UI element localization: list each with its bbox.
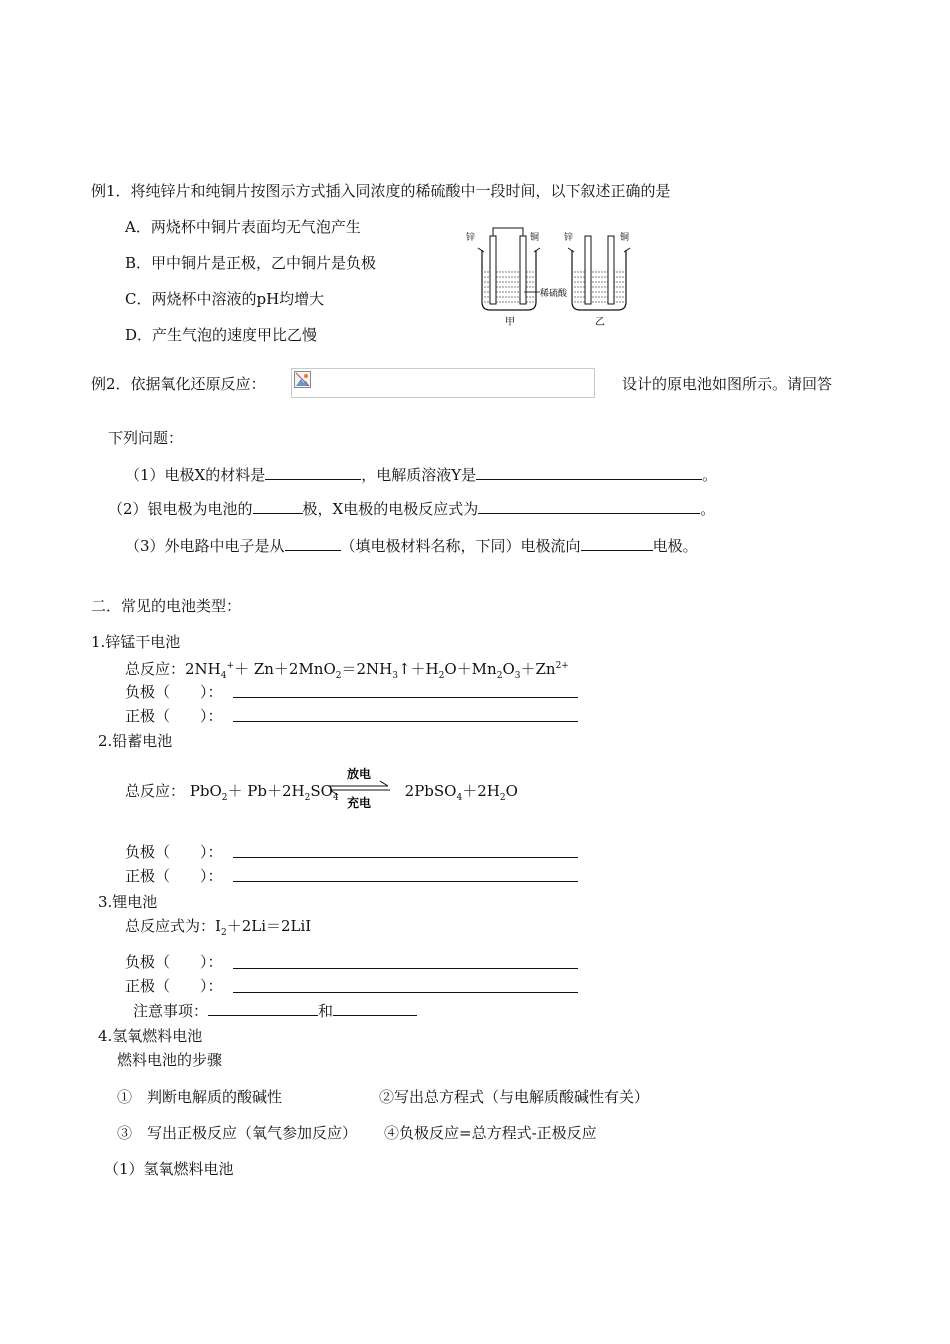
reaction-part: O [502, 660, 515, 678]
reaction-sub: 4 [220, 671, 227, 681]
battery3-positive-label: 正极（ ）： [125, 977, 223, 995]
hydrogen-fuel-cell-subheading: （1）氢氧燃料电池 [104, 1160, 234, 1178]
battery3-reaction [125, 916, 311, 943]
battery3-title: 3.锂电池 [98, 893, 158, 911]
battery3-note [133, 1001, 417, 1021]
fuel-cell-steps-title: 燃料电池的步骤 [117, 1051, 223, 1069]
q3-text-c: 电极。 [652, 537, 698, 555]
copper-label-yi: 铜 [620, 233, 630, 243]
battery1-negative-blank[interactable] [233, 697, 578, 698]
step-3: ③ 写出正极反应（氧气参加反应） [117, 1124, 358, 1142]
reversible-arrow [326, 764, 392, 814]
reaction-sub: 2 [496, 671, 503, 681]
battery1-positive-label: 正极（ ）： [125, 707, 223, 725]
reaction-sub: 2 [438, 671, 445, 681]
q1-text-c: 。 [702, 466, 718, 484]
question-1 [125, 465, 717, 485]
reaction-part: O＋Mn [444, 660, 497, 678]
section-heading: 二．常见的电池类型： [91, 597, 242, 615]
beaker-jia-label: 甲 [505, 317, 515, 328]
battery1-negative-label: 负极（ ）： [125, 683, 223, 701]
reaction-part: SO [310, 782, 333, 800]
reaction-label: 总反应： [125, 660, 186, 678]
reaction-sub: 3 [392, 671, 398, 681]
beaker-figure [460, 222, 640, 332]
reaction-sub: 2 [335, 671, 342, 681]
reaction-label: 总反应： [125, 782, 186, 800]
reaction-sup: 2+ [555, 661, 569, 671]
battery2-negative-label: 负极（ ）： [125, 843, 223, 861]
battery3-negative-blank[interactable] [233, 968, 578, 969]
example2-prefix: 例2．依据氧化还原反应： [91, 375, 266, 393]
step-2: ②写出总方程式（与电解质酸碱性有关） [379, 1088, 650, 1106]
q3-blank-from[interactable] [285, 536, 341, 551]
copper-label-jia: 铜 [530, 233, 540, 243]
q2-blank-pole[interactable] [253, 499, 303, 514]
q1-text-a: （1）电极X的材料是 [125, 466, 266, 484]
zinc-label-jia: 锌 [466, 233, 476, 243]
reaction-part: ＋ Pb＋2H [227, 782, 305, 800]
battery3-negative-label: 负极（ ）： [125, 953, 223, 971]
reaction-part: ↑＋H [397, 660, 439, 678]
battery1-title: 1.锌锰干电池 [91, 633, 181, 651]
battery2-positive-label: 正极（ ）： [125, 867, 223, 885]
step-4: ④负极反应=总方程式-正极反应 [384, 1124, 597, 1142]
reaction-sub: 4 [456, 793, 463, 803]
q3-text-b: （填电极材料名称，下同）电极流向 [340, 537, 581, 555]
example1-stem: 例1．将纯锌片和纯铜片按图示方式插入同浓度的稀硫酸中一段时间，以下叙述正确的是 [91, 182, 671, 200]
q2-text-c: 。 [700, 500, 716, 518]
reaction-part: ＋Zn [520, 660, 556, 678]
q1-text-b: ，电解质溶液Y是 [361, 466, 477, 484]
reaction-sup: + [226, 661, 235, 671]
option-b: B．甲中铜片是正极，乙中铜片是负极 [125, 254, 377, 272]
q1-blank-electrolyte[interactable] [476, 465, 702, 480]
step-1: ① 判断电解质的酸碱性 [117, 1088, 283, 1106]
battery2-positive-blank[interactable] [233, 881, 578, 882]
reaction-part: ＋ Zn＋2MnO [234, 660, 336, 678]
reaction-sub: 2 [221, 793, 228, 803]
example2-continuation: 下列问题： [108, 429, 184, 447]
battery2-title: 2.铅蓄电池 [98, 732, 173, 750]
reaction-sub: 2 [220, 928, 227, 938]
note-and: 和 [318, 1002, 334, 1020]
q2-text-b: 极，X电极的电极反应式为 [302, 500, 479, 518]
question-2 [108, 499, 715, 519]
reaction-part: PbO [189, 782, 222, 800]
q1-blank-electrode[interactable] [265, 465, 361, 480]
reaction-part: ＋2Li＝2LiI [226, 917, 312, 935]
battery3-positive-blank[interactable] [233, 992, 578, 993]
discharge-label: 放电 [346, 767, 372, 781]
battery1-positive-blank[interactable] [233, 721, 578, 722]
note-blank-1[interactable] [208, 1001, 318, 1016]
reaction-part: O [505, 782, 518, 800]
note-label: 注意事项： [133, 1002, 209, 1020]
missing-equation-image [291, 368, 595, 398]
option-c: C．两烧杯中溶液的pH均增大 [125, 290, 325, 308]
battery4-title: 4.氢氧燃料电池 [98, 1027, 203, 1045]
beaker-yi [568, 236, 630, 310]
charge-label: 充电 [346, 796, 372, 810]
reaction-part: ＋2H [462, 782, 500, 800]
reaction-sub: 2 [304, 793, 311, 803]
note-blank-2[interactable] [333, 1001, 417, 1016]
q3-blank-to[interactable] [581, 536, 653, 551]
option-d: D．产生气泡的速度甲比乙慢 [125, 326, 318, 344]
broken-image-icon [294, 371, 312, 389]
reaction-label: 总反应式为： [125, 917, 216, 935]
q3-text-a: （3）外电路中电子是从 [125, 537, 285, 555]
reaction-sub: 3 [514, 671, 521, 681]
reaction-part: I [215, 917, 221, 935]
beaker-yi-label: 乙 [595, 317, 605, 328]
reaction-sub: 2 [499, 793, 506, 803]
q2-text-a: （2）银电极为电池的 [108, 500, 253, 518]
question-3 [125, 536, 698, 556]
acid-label: 稀硫酸 [540, 289, 568, 299]
battery2-negative-blank[interactable] [233, 857, 578, 858]
battery2-reaction [125, 781, 518, 808]
zinc-label-yi: 锌 [564, 233, 574, 243]
reaction-part: 2PbSO [404, 782, 457, 800]
example2-suffix: 设计的原电池如图所示。请回答 [622, 375, 833, 393]
option-a: A．两烧杯中铜片表面均无气泡产生 [125, 218, 361, 236]
q2-blank-equation[interactable] [478, 499, 700, 514]
reaction-part: 2NH [185, 660, 221, 678]
reaction-sub: 4 [332, 793, 339, 803]
reaction-part: ＝2NH [341, 660, 393, 678]
